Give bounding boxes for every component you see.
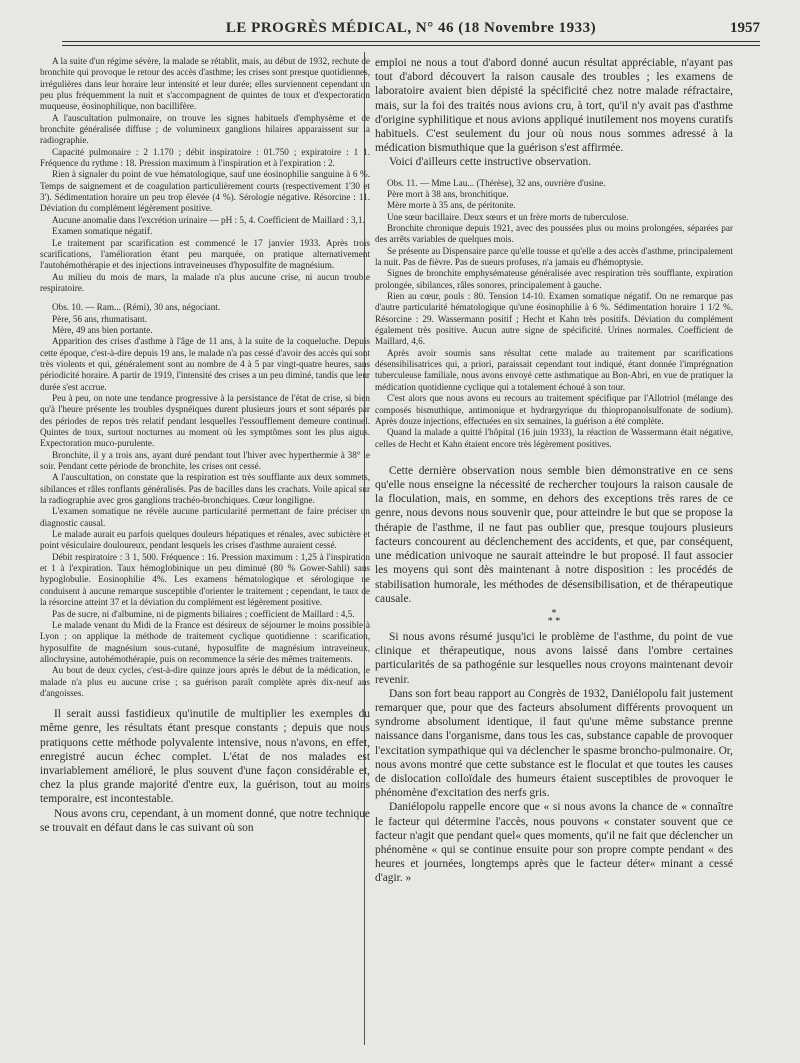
asterism-top: * [551, 607, 557, 619]
paragraph: Pas de sucre, ni d'albumine, ni de pigments biliaires ; coefficient de Maillard : 4,5. [52, 608, 355, 619]
paragraph: Mère morte à 35 ans, de péritonite. [387, 200, 516, 211]
paragraph: Bronchite, il y a trois ans, ayant duré pendant tout l'hiver avec hyperthermie à 38° le soir. Pendant cette période de bronchite, les crises ont cessé. [40, 449, 370, 472]
asterism-bottom: * * [547, 615, 561, 627]
page-number: 1957 [730, 20, 760, 36]
running-title: LE PROGRÈS MÉDICAL, N° 46 (18 Novembre 1933) [225, 20, 597, 36]
paragraph: Le malade venant du Midi de la France est désireux de séjourner le moins possible à Lyon ; on applique la méthode de traitement cyclique quotidienne : scarification, hyposulfite de magnésium sous-cutané, hyposulfite de magnésium intraveineux, allochrysine, autohémothérapie, puis on recommence la série des mêmes traitements. [40, 619, 370, 664]
paragraph: Capacité pulmonaire : 2 1.170 ; débit inspiratoire : 01.750 ; expiratoire : 1 1. Fréquence du rythme : 18. Pression maximum à l'inspiration et à l'expiration : 2. [40, 146, 370, 169]
paragraph: Examen somatique négatif. [52, 226, 153, 237]
body-text [375, 56, 733, 170]
paragraph: C'est alors que nous avons eu recours au traitement spécifique par l'Allotriol (mélange des composés bismuthique, antimonique et hydrargyrique du thiopropanolsulfonate de sodium). Après douze injections, effectuées en six semaines, la guérison a été complète. [375, 393, 733, 426]
paragraph: Signes de bronchite emphysémateuse généralisée avec respiration très soufflante, expiration prolongée, sibilances, râles sonores, principalement à gauche. [375, 268, 733, 290]
spacer [40, 294, 370, 302]
paragraph: Père mort à 38 ans, bronchitique. [387, 188, 509, 199]
paragraph: emploi ne nous a tout d'abord donné aucun résultat appréciable, n'ayant pas tout d'abord découvert la raison causale des troubles ; les examens de laboratoire avaient bien dépisté la spécificité chez notre malade réfractaire, mais, sur la foi des traités nous avions cru, à tort, qu'il n'y avait pas d'asthme d'origine syphilitique et nous avions appliqué inutilement nos moyens curatifs habituels. C'est seulement du jour où nous nous sommes adressé à la médication bismuthique que la guérison s'est affirmée. [375, 57, 733, 155]
paragraph: Se présente au Dispensaire parce qu'elle tousse et qu'elle a des accès d'asthme, principalement la nuit. Pas de fièvre. Pas de sueurs profuses, n'a jamais eu d'hémoptysie. [375, 245, 733, 268]
paragraph: Dans son fort beau rapport au Congrès de 1932, Daniélopolu fait justement remarquer que, pour que des facteurs absolument différents provoquent un syndrome absolument identique, il faut qu'une même substance prenne naissance dans l'organisme, dans tous les cas, substance capable de provoquer l'excitation sympathique qui va déclencher le spasme broncho-pulmonaire. Or, nous avons montré que cette substance est le floculat et que toutes les causes de dislocation colloïdale des humeurs étaient susceptibles de provoquer le phénomène d'excitation des nerfs gris. [375, 687, 733, 800]
paragraph: Après avoir soumis sans résultat cette malade au traitement par scarifications désensibilisatrices qui, a priori, paraissait cependant tout indiqué, étant donnée l'imprégnation tuberculeuse familiale, nous avons envoyé cette asthmatique au Bon-Abri, en vue de pratiquer la médication quotidienne cyclique qui a totalement échoué à son tour. [375, 347, 733, 392]
obs11 [375, 178, 733, 450]
asterism [375, 607, 733, 627]
body-text [40, 707, 370, 835]
paragraph: Débit respiratoire : 3 1, 500. Fréquence : 16. Pression maximum : 1,25 à l'inspiration et 1 à l'expiration. Taux hémoglobinique un peu diminué (80 % Gower-Sahli) sans hypoglobulie. Eosinophilie 4%. Les examens hématologique et sérologique ne conduisent à aucune remarque susceptible d'orienter le traitement ; cependant, le taux de la résorcine atteint 37 et la déviation du complément est légèrement positive. [40, 551, 370, 608]
paragraph: Au bout de deux cycles, c'est-à-dire quinze jours après le début de la médication, le malade n'a plus eu aucune crise ; sa guérison paraît complète après dix-neuf ans d'angoisses. [40, 665, 370, 698]
paragraph: Une sœur bacillaire. Deux sœurs et un frère morts de tuberculose. [387, 211, 629, 222]
header-rule-thin [62, 45, 760, 46]
paragraph: Père, 56 ans, rhumatisant. [52, 313, 147, 324]
paragraph: Il serait aussi fastidieux qu'inutile de multiplier les exemples du même genre, les résultats étant presque constants ; depuis que nous pratiquons cette méthode polyvalente intensive, nous n'avons, en effet, enregistré aucun échec complet. L'état de nos malades est invariablement amélioré, le plus souvent d'une façon considérable et, chez la plus grande majorité d'entre eux, la guérison, tout au moins temporaire, est incontestable. [40, 708, 370, 806]
observation-heading: Obs. 10. — Ram... (Rémi), 30 ans, négociant. [52, 302, 221, 313]
paragraph: Rien au cœur, pouls : 80. Tension 14-10. Examen somatique négatif. On ne remarque pas d'autre particularité hématologique qu'une éosinophilie à 6 %. Sédimentation horaire 1 1/2 %. Résorcine : 29. Wassermann positif ; Hecht et Kahn très positifs. Déviation du complément également très positive. Aucun autre signe de spécificité. Urines normales. Coefficient de Maillard, 4,6. [375, 291, 733, 347]
paragraph: Daniélopolu rappelle encore que « si nous avons la chance de « connaître le facteur qui détermine l'accès, nous pouvons « constater souvent que ce facteur n'agit que pendant quel« ques moments, qu'il ne fait que déclencher un phénomène « qui se continue ensuite pour son propre compte pendant « des heures et journées, longtemps après que le facteur déter« minant a cessé d'agir. » [375, 801, 733, 885]
left-column [40, 56, 370, 1051]
paragraph: Rien à signaler du point de vue hématologique, sauf une éosinophilie sanguine à 6 %. Temps de saignement et de coagulation particulièrement courts (respectivement 1'30 et 3'). Sédimentation horaire un peu trop élevée (4 %). Sérologie négative. Résorcine : 11. Déviation du complément légèrement positive. [40, 169, 370, 214]
spacer [375, 450, 733, 464]
paragraph: A la suite d'un régime sévère, la malade se rétablit, mais, au début de 1932, rechute de bronchite qui provoque le retour des accès d'asthme; les crises sont presque quotidiennes, irrégulières dans leur horaire leur intensité et leur durée; elles surviennent cependant un peu plus fréquemment la nuit et s'accompagnent de quintes de toux et d'expectoration muqueuse, éosinophilique, non bacillifère. [40, 56, 370, 112]
obs9-continuation [40, 56, 370, 294]
paragraph: Mère, 49 ans bien portante. [52, 324, 153, 335]
paragraph: Bronchite chronique depuis 1921, avec des poussées plus ou moins prolongées, séparées par des arrêts variables de quelques mois. [375, 223, 733, 245]
paragraph: Quand la malade a quitté l'hôpital (16 juin 1933), la réaction de Wassermann était négative, celles de Hecht et Kahn étaient encore très légèrement positives. [375, 427, 733, 449]
header-rule [62, 41, 760, 42]
paragraph: Cette dernière observation nous semble bien démonstrative en ce sens qu'elle nous enseigne la nécessité de rechercher toujours la raison causale de la floculation, mais, en somme, en dehors des exceptions très rares de ce genre, nous devons nous souvenir que, pour atteindre le but que se propose la thérapie de l'asthme, il ne faut pas oublier que, presque toujours plusieurs facteurs concourent au déclenchement des accidents, et que, par conséquent, une médication univoque ne saurait atteindre le but proposé. Il faut associer les moyens qui sont dès maintenant à notre disposition : les procédés de stabilisation humorale, les méthodes de désensibilisation, et de thérapeutique causale. [375, 464, 733, 605]
paragraph: Aucune anomalie dans l'excrétion urinaire — pH : 5, 4. Coefficient de Maillard : 3,1. [52, 214, 365, 225]
spacer [375, 170, 733, 178]
right-column [375, 56, 733, 1051]
paragraph: Le traitement par scarification est commencé le 17 janvier 1933. Après trois scarifications, l'amélioration étant peu marquée, on pratique alternativement l'autohémothérapie et des injections intraveineuses d'hyposulfite de magnésium. [40, 237, 370, 271]
paragraph: L'examen somatique ne révèle aucune particularité permettant de faire préciser un diagnostic causal. [40, 506, 370, 528]
spacer [40, 699, 370, 707]
paragraph: A l'auscultation, on constate que la respiration est très soufflante aux deux sommets, sibilances et râles ronflants généralisés. Pas de bacilles dans les crachats. Voile apical sur la radiographie avec gros ganglions trachéo-bronchiques. Cœur longiligne. [40, 472, 370, 506]
body-text [375, 630, 733, 886]
paragraph: Voici d'ailleurs cette instructive observation. [389, 156, 592, 169]
obs10 [40, 302, 370, 699]
paragraph: Apparition des crises d'asthme à l'âge de 11 ans, à la suite de la coqueluche. Depuis cette époque, c'est-à-dire depuis 19 ans, le malade n'a pas cessé d'avoir des accès qui sont très violents et qui, généralement sont au nombre de 4 à 5 par vingt-quatre heures, sans périodicité horaire. A partir de 1919, l'intensité des crises a un peu diminé, tandis que leur durée s'est accrue. [40, 336, 370, 392]
paragraph: Si nous avons résumé jusqu'ici le problème de l'asthme, du point de vue clinique et thérapeutique, nous avons laissé dans l'ombre certaines particularités de sa pathogénie sur lesquelles nous croyons maintenant devoir revenir. [375, 630, 733, 686]
observation-heading: Obs. 11. — Mme Lau... (Thérèse), 32 ans, ouvrière d'usine. [387, 177, 606, 188]
paragraph: Nous avons cru, cependant, à un moment donné, que notre technique se trouvait en défaut dans le cas suivant où son [40, 807, 370, 834]
paragraph: A l'auscultation pulmonaire, on trouve les signes habituels d'emphysème et de bronchite généralisée diffuse ; de volumineux ganglions hilaires apparaissent sur la radiographie. [40, 112, 370, 146]
body-text [375, 464, 733, 606]
page-header [62, 20, 760, 40]
paragraph: Le malade aurait eu parfois quelques douleurs hépatiques et rénales, avec subictère et point vésiculaire douloureux, pendant lesquels les crises d'asthme auraient cessé. [40, 529, 370, 551]
paragraph: Au milieu du mois de mars, la malade n'a plus aucune crise, ni aucun trouble respiratoire. [40, 271, 370, 293]
paragraph: Peu à peu, on note une tendance progressive à la persistance de l'état de crise, si bien qu'à l'heure présente les troubles dyspnéiques durent plusieurs jours et sont séparés par des périodes de repos très relatif pendant lesquelles l'essoufflement demeure continuel. Quintes de toux, surtout nocturnes au moment où les symptômes sont les plus aigus. Expectoration muco-purulente. [40, 392, 370, 449]
